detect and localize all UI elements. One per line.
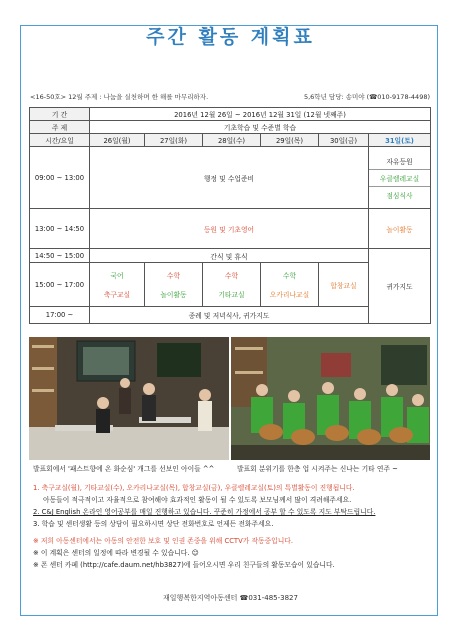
subject-label: 수학	[224, 272, 239, 280]
time-cell: 15:00 ~ 17:00	[30, 263, 90, 307]
notice-item: 3. 학습 및 센터생활 등의 상담이 필요하시면 상단 전화번호로 언제든 전화주세요.	[33, 520, 274, 528]
notice-item: 아동들이 적극적이고 자율적으로 참여해야 효과적인 활동이 될 수 있도록 보모님께서 많이 격려해주세요.	[43, 496, 352, 504]
center-footer: 재일행복한지역아동센터 ☎031-485-3827	[163, 594, 298, 602]
notice-list	[33, 482, 428, 571]
photo-caption-left: 발표회에서 '패스트향에 온 화순심' 개그를 선보인 아이들 ^^	[33, 465, 215, 473]
subject-label: 수학	[166, 272, 181, 280]
period-value: 2016년 12월 26일 ~ 2016년 12월 31일 (12월 넷째주)	[90, 108, 431, 121]
saturday-activity: 점심식사	[369, 186, 430, 200]
guitar-photo	[231, 337, 431, 460]
activity-cell	[203, 263, 261, 307]
time-cell: 14:50 ~ 15:00	[30, 249, 90, 263]
period-label: 기 간	[30, 108, 90, 121]
subject-label: 국어	[110, 272, 124, 280]
day-header: 26일(월)	[90, 134, 145, 147]
activity-cell: 행정 및 수업준비	[90, 147, 369, 209]
theme-label: 주 제	[30, 121, 90, 134]
club-label: 기타교실	[218, 291, 245, 299]
activity-cell	[145, 263, 203, 307]
time-header: 시간/요일	[30, 134, 90, 147]
club-label: 놀이활동	[160, 291, 187, 299]
time-cell: 17:00 ~	[30, 307, 90, 324]
club-label: 축구교실	[103, 291, 131, 299]
day-header: 28일(수)	[203, 134, 261, 147]
activity-cell	[90, 263, 145, 307]
notice-item: ※ 저희 아동센터에서는 아동의 안전한 보호 및 인권 존중을 위해 CCTV가 작동중입니다.	[33, 537, 294, 545]
theme-value: 기초학습 및 수준별 학습	[90, 121, 431, 134]
time-cell: 09:00 ~ 13:00	[30, 147, 90, 209]
skit-photo	[29, 337, 229, 460]
activity-cell	[261, 263, 319, 307]
weekly-theme: <16-50호> 12월 주제 : 나눔을 실천하며 한 해를 마무리하자.	[30, 93, 209, 101]
skit-photo-illustration	[29, 337, 229, 460]
saturday-cell: 귀가지도	[369, 249, 431, 324]
guitar-photo-illustration	[231, 337, 431, 460]
saturday-cell: 놀이활동	[369, 209, 431, 249]
club-label: 오카리나교실	[269, 291, 310, 299]
saturday-activity: 우클렐레교실	[369, 169, 430, 183]
notice-item: 2. C&J English 온라인 영어공부를 매일 진행하고 있습니다. 꾸준히 가정에서 공부 할 수 있도록 지도 부탁드립니다.	[33, 508, 376, 516]
saturday-activity: 자유등원	[386, 157, 413, 166]
saturday-cell	[369, 147, 431, 209]
day-header: 30일(금)	[319, 134, 369, 147]
activity-cell: 종례 및 저녁식사, 귀가지도	[90, 307, 369, 324]
photo-strip	[29, 337, 430, 460]
notice-item: ※ 이 계획은 센터의 일정에 따라 변경될 수 있습니다. ☺	[33, 549, 199, 557]
activity-cell: 등원 및 기초영어	[90, 209, 369, 249]
notice-item: 1. 축구교실(월), 기타교실(수), 오카리나교실(목), 합창교실(금), 우클렐레교실(토)의 특별활동이 진행됩니다.	[33, 484, 355, 492]
schedule-table	[29, 107, 431, 324]
day-header: 29일(목)	[261, 134, 319, 147]
time-cell: 13:00 ~ 14:50	[30, 209, 90, 249]
day-header-saturday: 31일(토)	[369, 134, 431, 147]
author-contact: 5,6학년 담당: 송미야 (☎010-9178-4498)	[303, 93, 430, 101]
page-title: 주간 활동 계획표	[146, 26, 315, 48]
notice-item: ※ 폰 센터 카페 (http://cafe.daum.net/hb3827)에 들어오시면 우리 친구들의 활동모습이 있습니다.	[33, 561, 335, 569]
activity-cell: 간식 및 휴식	[90, 249, 369, 263]
photo-caption-right: 발표회 분위기를 한층 업 시켜주는 신나는 기타 연주 ~	[237, 465, 398, 473]
day-header: 27일(화)	[145, 134, 203, 147]
activity-cell: 합창교실	[319, 263, 369, 307]
subject-label: 수학	[282, 272, 297, 280]
